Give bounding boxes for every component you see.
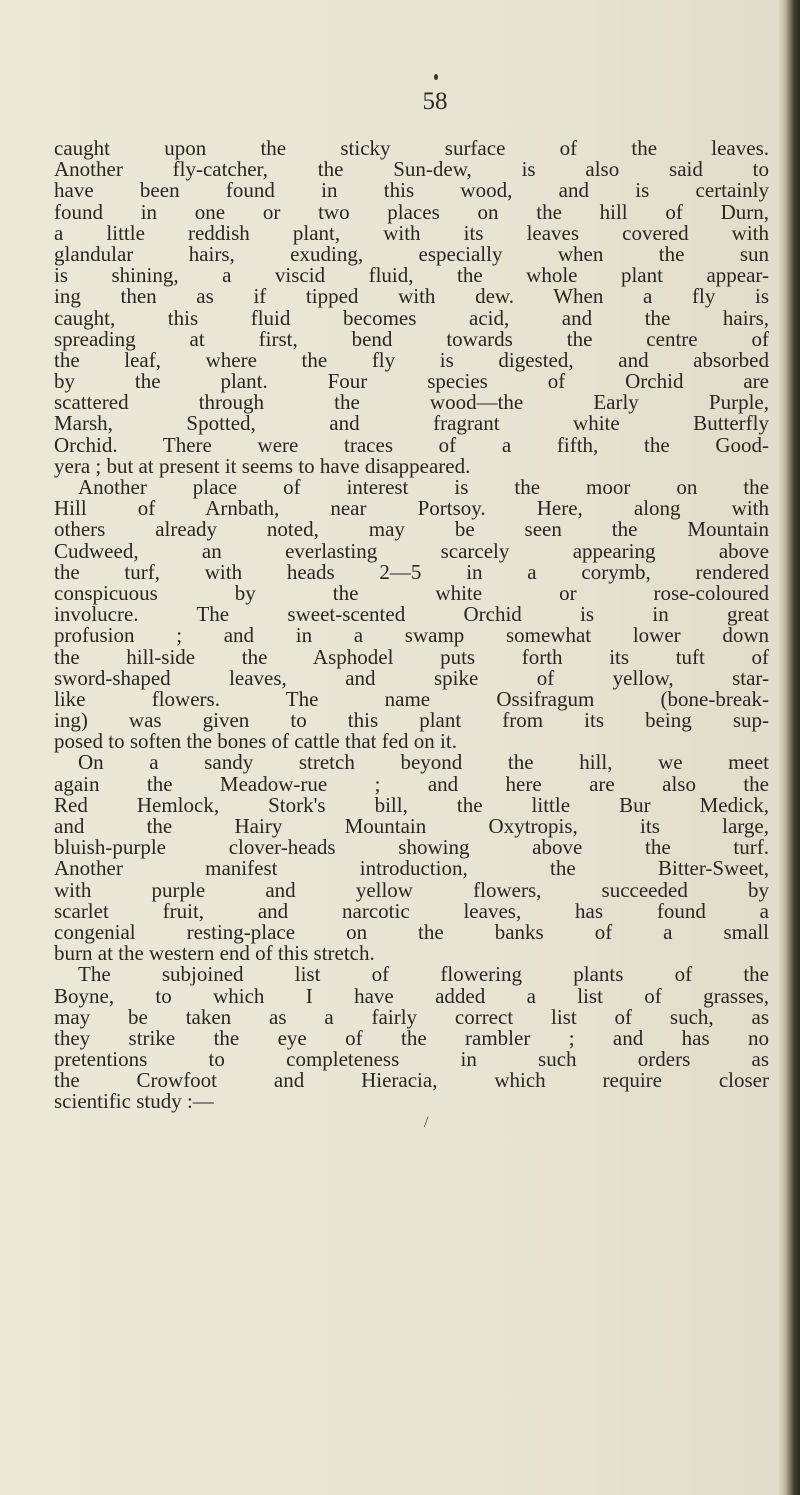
text-line: profusion ; and in a swamp somewhat lower down (54, 623, 769, 648)
text-line: congenial resting-place on the banks of a small (54, 919, 769, 944)
text-line: the Crowfoot and Hieracia, which require closer (54, 1068, 769, 1093)
text-line: burn at the western end of this stretch. (54, 941, 375, 966)
text-line: bluish-purple clover-heads showing above the turf. (54, 835, 769, 860)
text-line: the leaf, where the fly is digested, and absorbed (54, 347, 769, 372)
text-line: like flowers. The name Ossifragum (bone-break- (54, 686, 769, 711)
text-line: sword-shaped leaves, and spike of yellow, star- (54, 665, 769, 690)
text-line: with purple and yellow flowers, succeeded by (54, 877, 769, 902)
ink-dot (434, 74, 438, 80)
text-line: and the Hairy Mountain Oxytropis, its large, (54, 814, 769, 838)
text-line: caught upon the sticky surface of the leaves. (54, 136, 769, 160)
text-line: found in one or two places on the hill of Durn, (54, 199, 769, 224)
text-line: they strike the eye of the rambler ; and has no (54, 1025, 769, 1050)
text-line: have been found in this wood, and is certainly (54, 178, 769, 203)
text-line: conspicuous by the white or rose-coloured (54, 580, 769, 605)
page-number: 58 (422, 88, 448, 115)
text-line: again the Meadow-rue ; and here are also the (54, 771, 769, 796)
text-line: the hill-side the Asphodel puts forth its tuft of (54, 644, 769, 669)
text-line: scientific study :— (54, 1089, 214, 1114)
text-line: by the plant. Four species of Orchid are (54, 369, 769, 394)
text-line: Hill of Arnbath, near Portsoy. Here, along with (54, 496, 769, 521)
text-line: glandular hairs, exuding, especially when the sun (54, 241, 769, 266)
text-line: The subjoined list of flowering plants of the (78, 962, 769, 987)
text-line: On a sandy stretch beyond the hill, we meet (78, 750, 769, 775)
text-line: is shining, a viscid fluid, the whole plant appear- (54, 263, 769, 288)
text-line: spreading at first, bend towards the centre of (54, 326, 769, 351)
page-edge-shadow (778, 0, 800, 1495)
text-line: others already noted, may be seen the Mountain (54, 517, 769, 542)
text-line: Another manifest introduction, the Bitter-Sweet, (54, 856, 769, 881)
text-line: ing) was given to this plant from its being sup- (54, 708, 769, 733)
text-line: posed to soften the bones of cattle that fed on it. (54, 729, 457, 754)
text-line: involucre. The sweet-scented Orchid is in great (54, 602, 769, 627)
text-line: Another fly-catcher, the Sun-dew, is also said to (54, 157, 769, 182)
text-line: a little reddish plant, with its leaves covered with (54, 220, 769, 245)
text-line: caught, this fluid becomes acid, and the hairs, (54, 305, 769, 330)
text-line: the turf, with heads 2—5 in a corymb, rendered (54, 559, 769, 584)
text-line: Boyne, to which I have added a list of grasses, (54, 983, 769, 1008)
stray-mark: / (424, 1114, 429, 1131)
text-line: Orchid. There were traces of a fifth, the Good- (54, 432, 769, 457)
body-text (54, 138, 769, 1113)
text-line: pretentions to completeness in such orders as (54, 1047, 769, 1072)
text-line: Cudweed, an everlasting scarcely appearing above (54, 538, 769, 563)
text-line: yera ; but at present it seems to have disappeared. (54, 453, 471, 478)
text-line: scarlet fruit, and narcotic leaves, has found a (54, 898, 769, 923)
text-line: ing then as if tipped with dew. When a fly is (54, 284, 769, 309)
text-line: scattered through the wood—the Early Purple, (54, 390, 769, 415)
text-line: Another place of interest is the moor on the (78, 475, 769, 499)
text-line: may be taken as a fairly correct list of such, as (54, 1004, 769, 1029)
text-line: Marsh, Spotted, and fragrant white Butterfly (54, 411, 769, 436)
text-line: Red Hemlock, Stork's bill, the little Bur Medick, (54, 792, 769, 817)
